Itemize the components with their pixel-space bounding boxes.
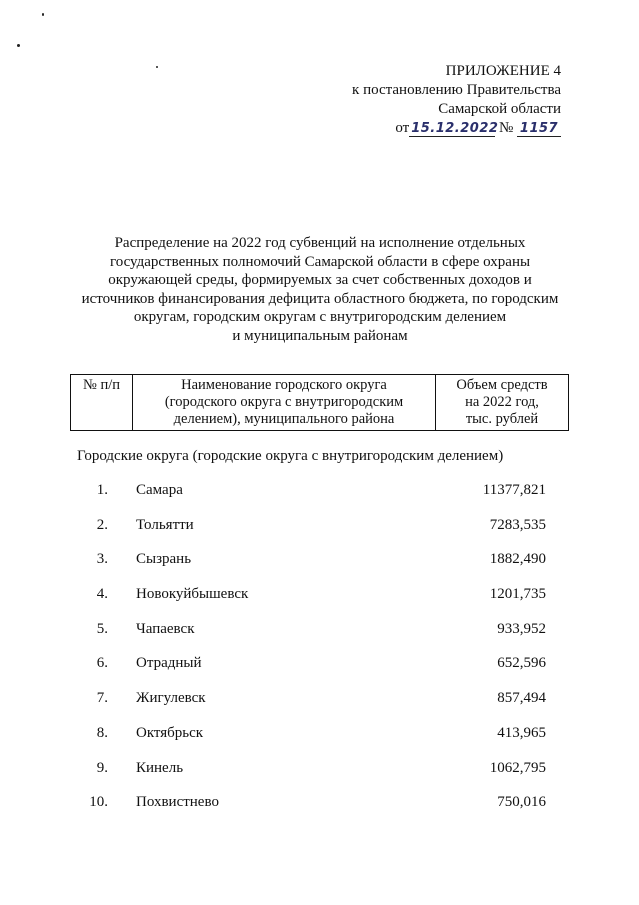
- row-name: Тольятти: [136, 516, 194, 533]
- table-header: [70, 374, 569, 431]
- row-number: 2.: [96, 516, 108, 533]
- number-prefix: №: [498, 120, 514, 136]
- table-row: [0, 794, 639, 829]
- table-row: [0, 482, 639, 517]
- appendix-line-1: к постановлению Правительства: [352, 82, 561, 98]
- header-line: Объем средств: [456, 377, 548, 393]
- row-number: 6.: [96, 655, 108, 672]
- row-name: Жигулевск: [136, 690, 206, 707]
- scan-speck: [156, 66, 158, 68]
- table-row: [0, 621, 639, 656]
- title-line: окружающей среды, формируемых за счет собственных доходов и: [108, 272, 532, 288]
- table-row: [0, 690, 639, 725]
- table-row: [0, 586, 639, 621]
- title-line: округам, городским округам с внутригородским делением: [133, 309, 507, 325]
- header-line: (городского округа с внутригородским: [164, 394, 404, 410]
- header-line: Наименование городского округа: [181, 377, 387, 393]
- table-row: [0, 725, 639, 760]
- title-line: и муниципальным районам: [232, 327, 408, 344]
- row-number: 4.: [96, 586, 108, 603]
- row-value: 1062,795: [489, 759, 546, 776]
- row-value: 652,596: [497, 655, 546, 672]
- row-value: 933,952: [497, 620, 546, 637]
- row-name: Кинель: [136, 759, 184, 776]
- scan-speck: [42, 13, 44, 16]
- row-value: 1882,490: [489, 551, 546, 568]
- row-number: 10.: [89, 794, 108, 811]
- header-line: делением), муниципального района: [173, 411, 395, 427]
- row-value: 7283,535: [489, 516, 546, 533]
- scan-speck: [17, 44, 20, 47]
- row-number: 7.: [96, 690, 108, 707]
- header-line: на 2022 год,: [465, 394, 539, 410]
- appendix-block: [352, 62, 561, 138]
- row-number: 9.: [96, 759, 108, 776]
- row-value: 11377,821: [482, 482, 546, 498]
- row-value: 750,016: [497, 794, 546, 811]
- row-number: 3.: [96, 551, 108, 568]
- row-value: 857,494: [497, 690, 546, 707]
- appendix-title: ПРИЛОЖЕНИЕ 4: [445, 63, 561, 79]
- handwritten-date: 15.12.2022: [411, 121, 499, 136]
- title-line: государственных полномочий Самарской области в сфере охраны: [109, 253, 531, 270]
- table-row: [0, 551, 639, 586]
- handwritten-number: 1157: [517, 121, 561, 137]
- table-row: [0, 517, 639, 552]
- row-name: Сызрань: [136, 551, 192, 568]
- date-prefix: от: [395, 120, 410, 136]
- row-number: 8.: [96, 724, 108, 741]
- row-name: Похвистнево: [136, 794, 219, 811]
- row-number: 5.: [96, 620, 108, 637]
- title-line: источников финансирования дефицита областного бюджета, по городским: [81, 290, 559, 307]
- document-title: [60, 234, 580, 345]
- title-line: Распределение на 2022 год субвенций на исполнение отдельных: [114, 235, 526, 251]
- row-name: Самара: [136, 482, 183, 498]
- data-rows: [0, 482, 639, 829]
- section-title: Городские округа (городские округа с внутригородским делением): [77, 448, 504, 464]
- header-col-amount: [436, 375, 569, 431]
- appendix-date-line: [352, 119, 561, 138]
- row-name: Октябрьск: [136, 724, 204, 741]
- table-row: [0, 655, 639, 690]
- row-name: Отрадный: [136, 655, 202, 672]
- row-name: Чапаевск: [136, 620, 195, 637]
- header-line: тыс. рублей: [465, 411, 539, 427]
- row-number: 1.: [96, 482, 108, 498]
- table-row: [0, 760, 639, 795]
- row-name: Новокуйбышевск: [136, 586, 249, 603]
- appendix-line-2: Самарской области: [438, 101, 561, 117]
- row-value: 413,965: [497, 724, 546, 741]
- header-col-name: [133, 375, 436, 431]
- header-col-number: № п/п: [71, 375, 133, 431]
- row-value: 1201,735: [489, 586, 546, 603]
